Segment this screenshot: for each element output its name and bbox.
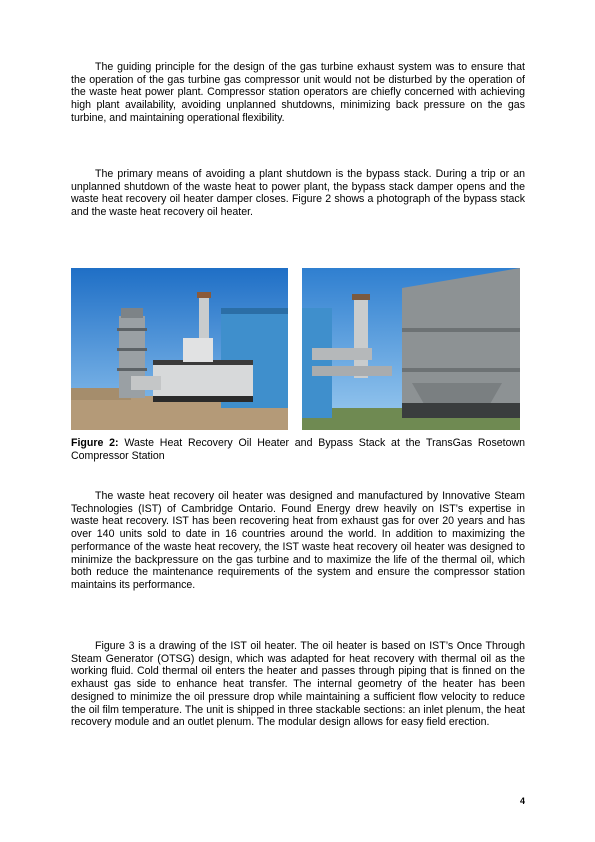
figure-caption xyxy=(71,437,525,463)
paragraph-1: The guiding principle for the design of the gas turbine exhaust system was to ensure that the operation of the gas turbine gas compressor unit would not be disturbed by the operation of the waste heat power plant. Compressor station operators are chiefly concerned with achieving high plant availability, avoiding unplanned shutdowns, minimizing back pressure on the gas turbine, and maintaining operational flexibility. xyxy=(71,61,525,124)
photo-bypass-stack xyxy=(302,268,520,430)
paragraph-4: Figure 3 is a drawing of the IST oil heater. The oil heater is based on IST’s Once Through Steam Generator (OTSG) design, which was adapted for heat recovery with thermal oil as the working fluid. Cold thermal oil enters the heater and passes through piping that is finned on the exhaust gas side to enhance heat transfer. The internal geometry of the heater has been designed to minimize the oil pressure drop while maintaining a sufficient flow velocity to reduce the oil film temperature. The unit is shipped in three stackable sections: an inlet plenum, the heat recovery module and an outlet plenum. The modular design allows for easy field erection. xyxy=(71,640,525,729)
page-number: 4 xyxy=(519,796,525,806)
figure-label: Figure 2: xyxy=(71,437,119,449)
paragraph-2: The primary means of avoiding a plant shutdown is the bypass stack. During a trip or an unplanned shutdown of the waste heat to power plant, the bypass stack damper opens and the waste heat recovery oil heater damper closes. Figure 2 shows a photograph of the bypass stack and the waste heat recovery oil heater. xyxy=(71,168,525,219)
figure-caption-text: Waste Heat Recovery Oil Heater and Bypass Stack at the TransGas Rosetown Compressor Station xyxy=(71,437,526,462)
photo-oil-heater-and-bypass-stack xyxy=(71,268,288,430)
paragraph-3: The waste heat recovery oil heater was designed and manufactured by Innovative Steam Technologies (IST) of Cambridge Ontario. Found Energy drew heavily on IST’s expertise in waste heat recovery. IST has been recovering heat from exhaust gas for over 20 years and has over 140 units sold to date in 16 countries around the world. In addition to maximizing the performance of the waste heat recovery, the IST waste heat recovery oil heater was designed to minimize the backpressure on the gas turbine and to maximize the life of the thermal oil, which both reduce the maintenance requirements of the system and ensure the compressor station maintains its performance. xyxy=(71,490,525,591)
